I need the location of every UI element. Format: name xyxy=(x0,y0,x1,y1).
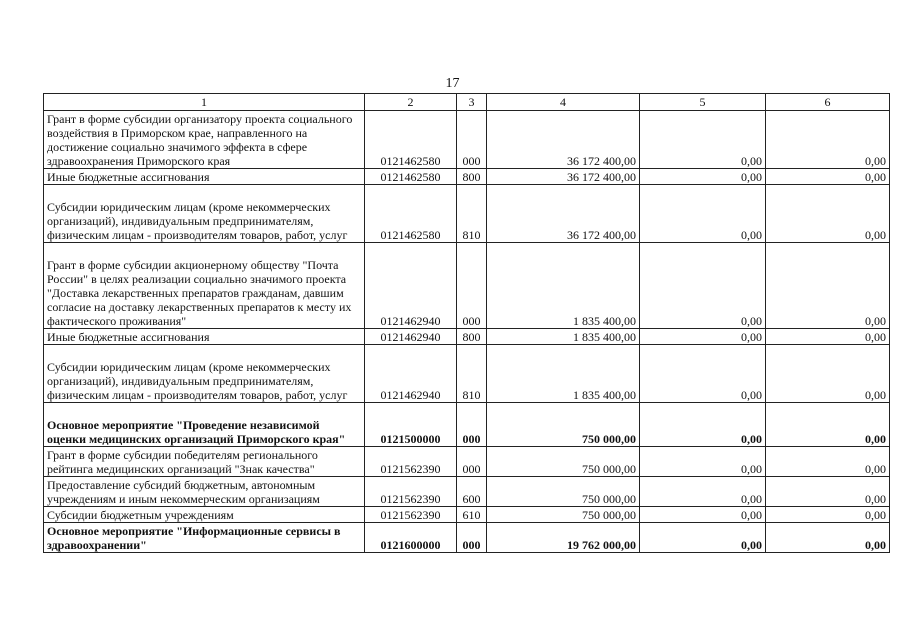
row-csr: 0121462940 xyxy=(365,243,457,329)
row-vr: 800 xyxy=(457,169,487,185)
table-row xyxy=(44,329,890,345)
row-value-3: 0,00 xyxy=(766,329,890,345)
table-row xyxy=(44,169,890,185)
row-name: Субсидии юридическим лицам (кроме некоммерческих организаций), индивидуальным предпринимателям, физическим лицам - производителям товаров, работ, услуг xyxy=(44,185,365,243)
column-header-name: 1 xyxy=(44,94,365,111)
row-vr: 000 xyxy=(457,243,487,329)
row-value-1: 750 000,00 xyxy=(487,477,640,507)
row-csr: 0121462940 xyxy=(365,345,457,403)
row-name: Основное мероприятие "Информационные сервисы в здравоохранении" xyxy=(44,523,365,553)
header-row xyxy=(44,94,890,111)
row-name: Грант в форме субсидии победителям регионального рейтинга медицинских организаций "Знак качества" xyxy=(44,447,365,477)
row-value-1: 750 000,00 xyxy=(487,447,640,477)
row-value-3: 0,00 xyxy=(766,185,890,243)
row-name: Иные бюджетные ассигнования xyxy=(44,169,365,185)
table-row xyxy=(44,507,890,523)
row-value-1: 750 000,00 xyxy=(487,403,640,447)
table-row xyxy=(44,111,890,169)
column-header-csr: 2 xyxy=(365,94,457,111)
row-value-3: 0,00 xyxy=(766,447,890,477)
row-value-3: 0,00 xyxy=(766,403,890,447)
row-name: Субсидии юридическим лицам (кроме некоммерческих организаций), индивидуальным предпринимателям, физическим лицам - производителям товаров, работ, услуг xyxy=(44,345,365,403)
row-csr: 0121462580 xyxy=(365,185,457,243)
row-csr: 0121600000 xyxy=(365,523,457,553)
row-csr: 0121462940 xyxy=(365,329,457,345)
row-value-2: 0,00 xyxy=(640,111,766,169)
table-row xyxy=(44,403,890,447)
row-name: Грант в форме субсидии организатору проекта социального воздействия в Приморском крае, направленного на достижение социально значимого эффекта в сфере здравоохранения Приморского края xyxy=(44,111,365,169)
row-vr: 000 xyxy=(457,403,487,447)
row-name: Иные бюджетные ассигнования xyxy=(44,329,365,345)
row-value-1: 36 172 400,00 xyxy=(487,169,640,185)
row-csr: 0121562390 xyxy=(365,507,457,523)
row-vr: 800 xyxy=(457,329,487,345)
row-value-1: 1 835 400,00 xyxy=(487,243,640,329)
column-header-year1: 4 xyxy=(487,94,640,111)
row-csr: 0121562390 xyxy=(365,447,457,477)
column-header-vr: 3 xyxy=(457,94,487,111)
row-vr: 600 xyxy=(457,477,487,507)
row-vr: 810 xyxy=(457,185,487,243)
row-vr: 610 xyxy=(457,507,487,523)
column-header-year3: 6 xyxy=(766,94,890,111)
row-vr: 000 xyxy=(457,111,487,169)
table-row xyxy=(44,477,890,507)
row-value-3: 0,00 xyxy=(766,169,890,185)
row-value-2: 0,00 xyxy=(640,169,766,185)
row-value-2: 0,00 xyxy=(640,185,766,243)
page-number: 17 xyxy=(445,76,460,91)
row-value-3: 0,00 xyxy=(766,345,890,403)
row-vr: 000 xyxy=(457,523,487,553)
row-value-3: 0,00 xyxy=(766,477,890,507)
row-value-3: 0,00 xyxy=(766,507,890,523)
row-value-2: 0,00 xyxy=(640,447,766,477)
row-value-2: 0,00 xyxy=(640,345,766,403)
row-name: Основное мероприятие "Проведение независимой оценки медицинских организаций Приморского края" xyxy=(44,403,365,447)
table-row xyxy=(44,447,890,477)
table-row xyxy=(44,345,890,403)
row-value-2: 0,00 xyxy=(640,403,766,447)
budget-table xyxy=(43,93,890,553)
row-value-1: 750 000,00 xyxy=(487,507,640,523)
row-value-2: 0,00 xyxy=(640,243,766,329)
row-vr: 000 xyxy=(457,447,487,477)
row-name: Субсидии бюджетным учреждениям xyxy=(44,507,365,523)
row-value-1: 19 762 000,00 xyxy=(487,523,640,553)
row-value-3: 0,00 xyxy=(766,111,890,169)
row-value-1: 1 835 400,00 xyxy=(487,329,640,345)
row-csr: 0121500000 xyxy=(365,403,457,447)
row-value-2: 0,00 xyxy=(640,523,766,553)
row-csr: 0121462580 xyxy=(365,111,457,169)
row-value-2: 0,00 xyxy=(640,329,766,345)
row-value-3: 0,00 xyxy=(766,523,890,553)
row-value-3: 0,00 xyxy=(766,243,890,329)
row-value-1: 36 172 400,00 xyxy=(487,111,640,169)
table-row xyxy=(44,243,890,329)
row-value-2: 0,00 xyxy=(640,507,766,523)
row-value-1: 36 172 400,00 xyxy=(487,185,640,243)
row-value-1: 1 835 400,00 xyxy=(487,345,640,403)
column-header-year2: 5 xyxy=(640,94,766,111)
table-row xyxy=(44,185,890,243)
row-name: Грант в форме субсидии акционерному обществу "Почта России" в целях реализации социально значимого проекта "Доставка лекарственных препаратов гражданам, давшим согласие на доставку лекарственных препаратов к месту их фактического проживания" xyxy=(44,243,365,329)
row-vr: 810 xyxy=(457,345,487,403)
row-csr: 0121562390 xyxy=(365,477,457,507)
row-value-2: 0,00 xyxy=(640,477,766,507)
table-row xyxy=(44,523,890,553)
row-name: Предоставление субсидий бюджетным, автономным учреждениям и иным некоммерческим организациям xyxy=(44,477,365,507)
row-csr: 0121462580 xyxy=(365,169,457,185)
